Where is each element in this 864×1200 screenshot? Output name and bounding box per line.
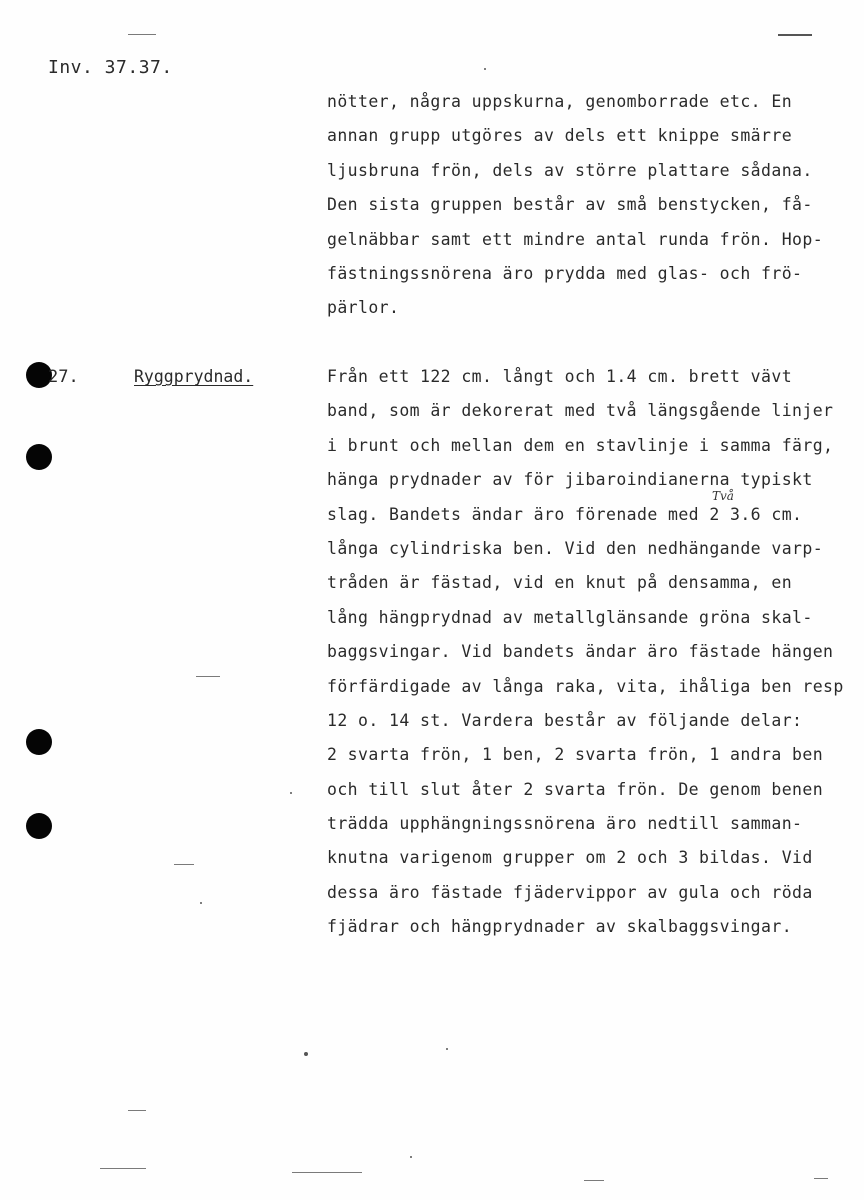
text-line: lång hängprydnad av metallglänsande gröna skal-	[327, 607, 813, 627]
item-number: 27.	[48, 367, 79, 387]
punch-hole	[26, 444, 52, 470]
scan-mark	[778, 34, 812, 36]
scan-mark	[128, 1110, 146, 1111]
scan-mark	[174, 864, 194, 865]
text-line: fästningssnörena äro prydda med glas- och frö-	[327, 263, 803, 283]
text-line: förfärdigade av långa raka, vita, ihåliga ben resp	[327, 676, 844, 696]
text-line: nötter, några uppskurna, genomborrade etc. En	[327, 92, 793, 111]
text-line: annan grupp utgöres av dels ett knippe smärre	[327, 126, 793, 146]
text-line: gelnäbbar samt ett mindre antal runda frön. Hop-	[327, 229, 824, 249]
text-line: fjädrar och hängprydnader av skalbaggsvingar.	[327, 917, 793, 937]
scan-mark	[292, 1172, 362, 1173]
text-line: långa cylindriska ben. Vid den nedhängande varp-	[327, 538, 824, 558]
text-line: och till slut åter 2 svarta frön. De genom benen	[327, 779, 824, 799]
scan-mark	[128, 34, 156, 35]
scan-mark	[484, 68, 486, 70]
text-line: Från ett 122 cm. långt och 1.4 cm. brett vävt	[327, 367, 793, 386]
text-line: trädda upphängningssnörena äro nedtill samman-	[327, 814, 803, 834]
punch-hole	[26, 729, 52, 755]
scan-mark	[304, 1052, 308, 1056]
text-line: knutna varigenom grupper om 2 och 3 bildas. Vid	[327, 848, 813, 868]
scan-mark	[584, 1180, 604, 1181]
item-description	[327, 360, 859, 945]
scan-mark	[410, 1156, 412, 1158]
handwritten-annotation: Två	[712, 489, 734, 503]
scan-mark	[100, 1168, 146, 1169]
text-line: tråden är fästad, vid en knut på densamma, en	[327, 573, 793, 593]
text-line: dessa äro fästade fjädervippor av gula och röda	[327, 882, 813, 902]
text-line: i brunt och mellan dem en stavlinje i samma färg,	[327, 435, 834, 455]
text-line: pärlor.	[327, 298, 400, 318]
text-line: ljusbruna frön, dels av större plattare sådana.	[327, 160, 813, 180]
scan-mark	[200, 902, 202, 904]
text-line: baggsvingar. Vid bandets ändar äro fästade hängen	[327, 642, 834, 662]
scan-mark	[814, 1178, 828, 1179]
continuation-paragraph	[327, 85, 859, 326]
text-line: 2 svarta frön, 1 ben, 2 svarta frön, 1 andra ben	[327, 745, 824, 765]
scan-mark	[196, 676, 220, 677]
text-line: Den sista gruppen består av små benstycken, få-	[327, 195, 813, 215]
inventory-number: Inv. 37.37.	[48, 57, 173, 78]
text-line: 12 o. 14 st. Vardera består av följande delar:	[327, 710, 803, 730]
punch-hole	[26, 813, 52, 839]
text-line: hänga prydnader av för jibaroindianerna typiskt	[327, 470, 813, 490]
scan-mark	[290, 792, 292, 794]
item-title: Ryggprydnad.	[134, 367, 254, 386]
text-line: slag. Bandets ändar äro förenade med 2 3.6 cm.	[327, 504, 803, 524]
scan-mark	[446, 1048, 448, 1050]
text-line: band, som är dekorerat med två längsgående linjer	[327, 401, 834, 421]
